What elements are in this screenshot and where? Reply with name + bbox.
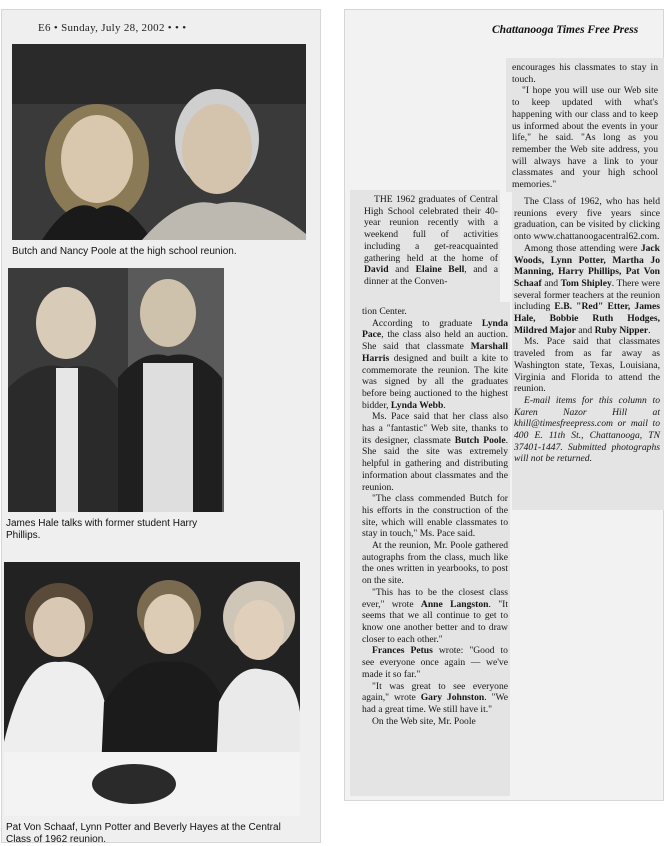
newspaper-masthead: Chattanooga Times Free Press [492,24,639,36]
article-column-1: tion Center. According to graduate Lynda Pace, the class also held an auction. She said that classmate Marshall Harris designed and built a kite to commemorate the reunion. The kite was signed by all the graduates before being auctioned to the highest bidder, Lynda Webb. Ms. Pace said that her class also has a "fantastic" Web site, thanks to its designer, classmate Butch Poole. She said the site was extremely helpful in gathering and distributing information about classmates and the reunion. "The class commended Butch for his efforts in the construction of the site, which will enable classmates to stay in touch," Ms. Pace said. At the reunion, Mr. Poole gathered autographs from the class, much like the ones written in yearbooks, to post on the site. "This has to be the closest class ever," wrote Anne Langston. "It seems that we all continue to get to know one another better and to draw closer to each other." Frances Petus wrote: "Good to see everyone once again — we've made it so far." "It was great to see everyone again," wrote Gary Johnston. "We had a great time. We still have it." On the Web site, Mr. Poole [362,306,508,727]
photo-caption: Butch and Nancy Poole at the high school reunion. [12,246,237,257]
article-column-2-top: encourages his classmates to stay in touch. "I hope you will use our Web site to keep updated with what's happening with our class and to keep us informed about the events in your life," he said. "As long as you remember the Web site address, you will always have a link to your classmates and your high school memories." [512,62,658,191]
photo-caption: Pat Von Schaaf, Lynn Potter and Beverly Hayes at the Central Class of 1962 reunion. [6,822,281,845]
photo-james-hale-harry-phillips [8,268,224,512]
article-column-2: The Class of 1962, who has held reunions every five years since graduation, can be visited by clicking onto www.chattanoogacentral62.com. Among those attending were Jack Woods, Lynn Potter, Martha Jo Manning, Harry Phillips, Pat Von Schaaf and Tom Shipley. There were several former teachers at the reunion including E.B. "Red" Etter, James Hale, Bobbie Ruth Hodges, Mildred Major and Ruby Nipper. Ms. Pace said that classmates traveled from as far away as Washington state, Texas, Louisiana, Virginia and Florida to attend the reunion. E-mail items for this column to Karen Nazor Hill at khill@timesfreepress.com or mail to 400 E. 11th St., Chattanooga, TN 37401-1447. Submitted photographs will not be returned. [514,196,660,465]
photo-class-reunion-women [4,562,300,816]
photo-butch-nancy-poole [12,44,306,240]
page-header-date: E6 • Sunday, July 28, 2002 • • • [38,22,187,34]
article-intro: THE 1962 graduates of Central High School celebrated their 40-year reunion recently with a weekend full of activities including a get-reacquainted gathering held at the home of David and Elaine Bell, and a dinner at the Conven- [364,194,498,287]
photo-caption: James Hale talks with former student Harry Phillips. [6,518,198,541]
